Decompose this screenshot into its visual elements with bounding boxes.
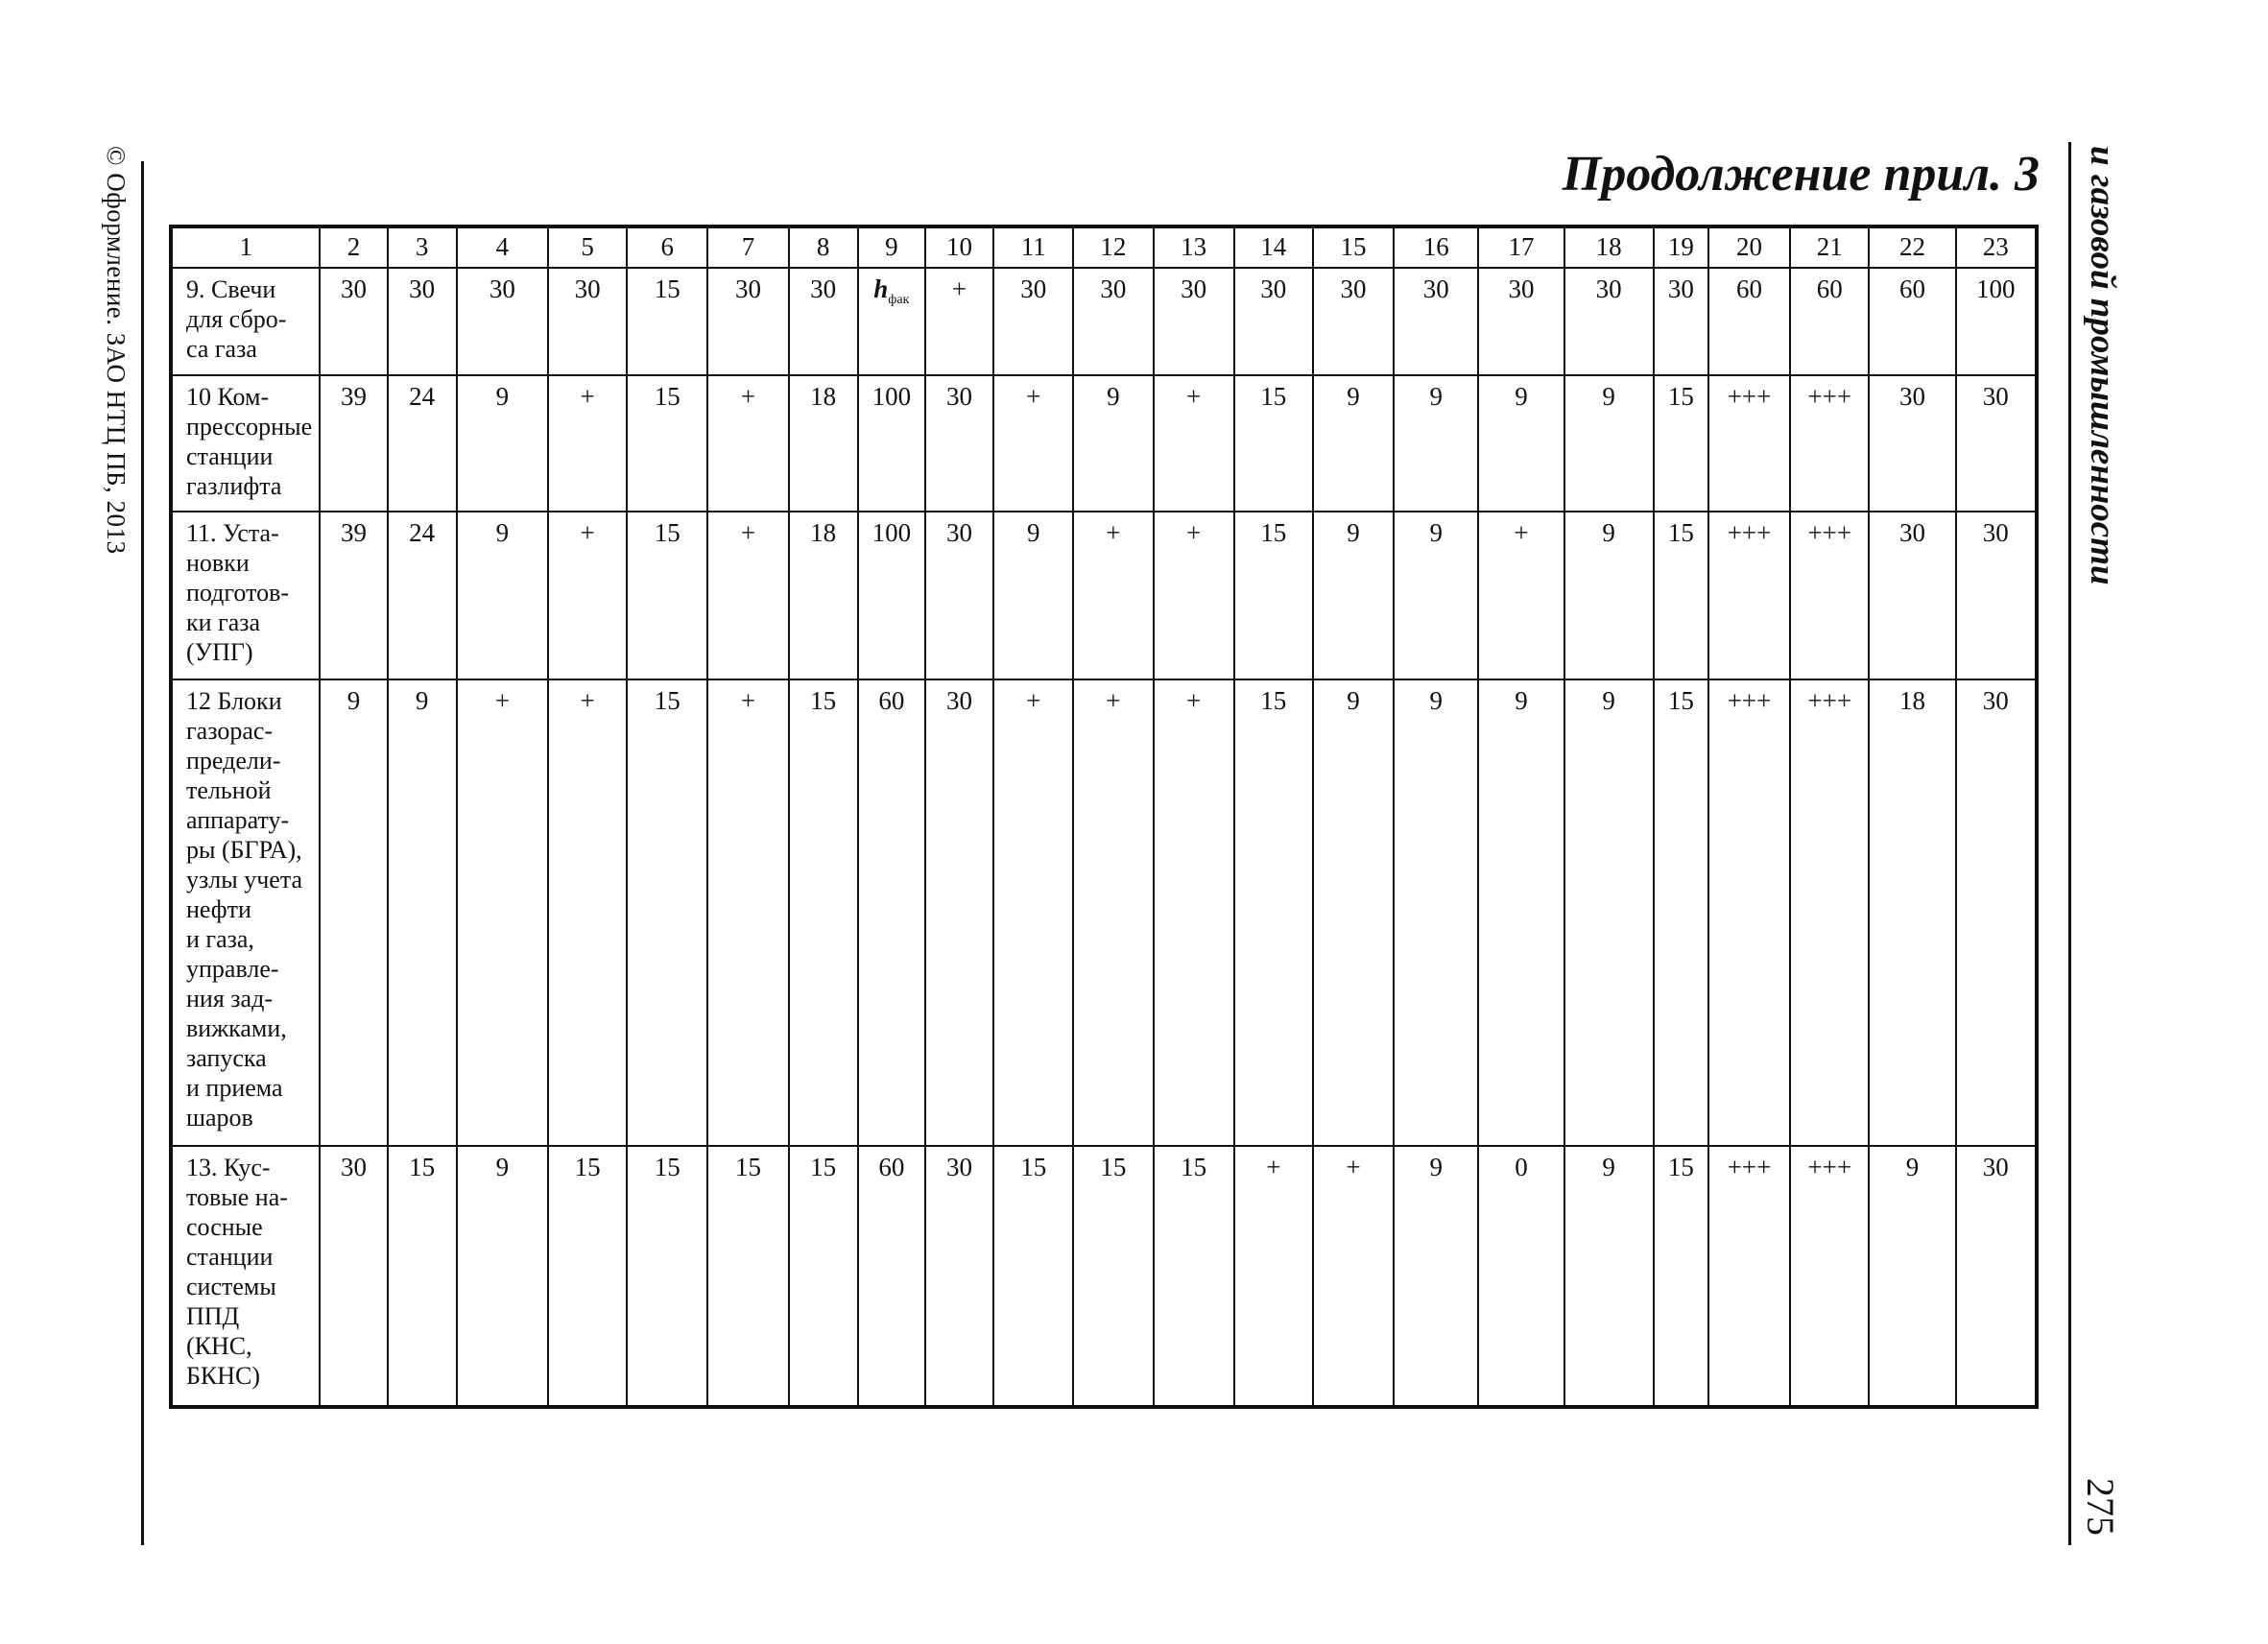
table-cell: 9 [1394, 1146, 1478, 1407]
table-cell: + [1154, 679, 1234, 1146]
table-cell: 15 [993, 1146, 1073, 1407]
table-cell: 9 [1313, 679, 1394, 1146]
page-number: 275 [2079, 1478, 2122, 1536]
table-cell: 30 [548, 268, 627, 375]
column-header-4: 4 [457, 226, 548, 268]
table-cell: + [1073, 512, 1153, 679]
table-cell: 9 [320, 679, 387, 1146]
column-header-3: 3 [388, 226, 457, 268]
row-label-line: газлифта [186, 472, 282, 501]
row-label-line: ния зад- [186, 984, 273, 1013]
table-cell: 15 [1154, 1146, 1234, 1407]
row-label-line: са газа [186, 335, 257, 364]
row-label-line: и приема [186, 1073, 283, 1102]
table-cell: + [548, 679, 627, 1146]
row-label-line: ры (БГРА), [186, 835, 302, 864]
table-cell: 15 [1654, 512, 1708, 679]
table-cell: + [707, 375, 788, 512]
row-label-line: системы [186, 1272, 276, 1300]
table-cell: 15 [1654, 679, 1708, 1146]
table-cell: +++ [1790, 375, 1869, 512]
table-cell: + [1073, 679, 1153, 1146]
column-header-11: 11 [993, 226, 1073, 268]
height-subscript: фак [888, 293, 910, 308]
table-row [171, 375, 2037, 512]
table-cell: 15 [1654, 1146, 1708, 1407]
table-cell: 30 [1869, 375, 1955, 512]
table-row [171, 512, 2037, 679]
table-cell: 9 [457, 1146, 548, 1407]
table-cell: 30 [1564, 268, 1654, 375]
table-cell: 15 [627, 512, 707, 679]
table-cell: 30 [1073, 268, 1153, 375]
table-cell: 9 [388, 679, 457, 1146]
table-cell: +++ [1708, 512, 1790, 679]
row-label-line: для сбро- [186, 305, 287, 334]
row-label-line: (КНС, [186, 1331, 252, 1360]
table-cell: 15 [627, 679, 707, 1146]
table-cell: 9 [1564, 375, 1654, 512]
table-cell: 30 [925, 512, 993, 679]
table-cell: 30 [993, 268, 1073, 375]
table-cell: 30 [457, 268, 548, 375]
row-label-line: станции [186, 1242, 274, 1271]
table-cell: + [993, 679, 1073, 1146]
table-cell: 9 [457, 375, 548, 512]
distance-table [169, 225, 2039, 1409]
table-cell: 0 [1478, 1146, 1564, 1407]
row-label-line: ки газа [186, 608, 261, 637]
table-cell: + [925, 268, 993, 375]
table-cell: +++ [1790, 512, 1869, 679]
table-cell [858, 268, 925, 375]
column-header-10: 10 [925, 226, 993, 268]
row-label [171, 679, 320, 1146]
row-label-line: аппарату- [186, 805, 290, 834]
height-symbol: h [873, 274, 889, 304]
table-cell: 30 [1313, 268, 1394, 375]
table-cell: 9 [1478, 679, 1564, 1146]
table-cell: 30 [1394, 268, 1478, 375]
column-header-19: 19 [1654, 226, 1708, 268]
table-cell: 9 [1478, 375, 1564, 512]
table-cell: 15 [388, 1146, 457, 1407]
table-cell: +++ [1708, 679, 1790, 1146]
table-cell: 15 [789, 679, 858, 1146]
row-label [171, 512, 320, 679]
column-header-18: 18 [1564, 226, 1654, 268]
table-cell: 60 [1869, 268, 1955, 375]
table-cell: 9 [1564, 512, 1654, 679]
table-cell: 30 [925, 375, 993, 512]
table-cell: 30 [1956, 1146, 2037, 1407]
table-cell: 15 [707, 1146, 788, 1407]
row-label-line: газорас- [186, 716, 274, 745]
table-cell: 9 [1564, 1146, 1654, 1407]
column-header-7: 7 [707, 226, 788, 268]
table-cell: + [1313, 1146, 1394, 1407]
table-cell: + [1154, 512, 1234, 679]
column-header-21: 21 [1790, 226, 1869, 268]
column-header-23: 23 [1956, 226, 2037, 268]
table-cell: 15 [1073, 1146, 1153, 1407]
table-cell: + [457, 679, 548, 1146]
column-header-9: 9 [858, 226, 925, 268]
row-label-line: сосные [186, 1212, 263, 1241]
row-label-line: станции [186, 442, 274, 471]
left-margin-rule [141, 161, 144, 1545]
row-label-line: товые на- [186, 1182, 288, 1211]
table-row [171, 1146, 2037, 1407]
table-cell: 30 [320, 1146, 387, 1407]
table-cell: + [548, 512, 627, 679]
row-label-line: подготов- [186, 579, 290, 608]
row-label-line: узлы учета [186, 865, 303, 893]
table-cell: 15 [789, 1146, 858, 1407]
column-header-16: 16 [1394, 226, 1478, 268]
table-cell: 9 [1564, 679, 1654, 1146]
table-cell: 9 [1869, 1146, 1955, 1407]
row-label-line: запуска [186, 1043, 267, 1072]
column-header-22: 22 [1869, 226, 1955, 268]
table-cell: 39 [320, 512, 387, 679]
table-cell: +++ [1708, 375, 1790, 512]
table-cell: 9 [1394, 375, 1478, 512]
row-label-line: 11. Уста- [186, 519, 279, 548]
table-cell: 15 [627, 268, 707, 375]
row-label-line: нефти [186, 894, 251, 923]
table-cell: 30 [925, 1146, 993, 1407]
row-label-line: управле- [186, 954, 279, 983]
table-cell: 60 [1708, 268, 1790, 375]
row-label [171, 268, 320, 375]
column-header-15: 15 [1313, 226, 1394, 268]
table-cell: 30 [388, 268, 457, 375]
table-cell: 30 [707, 268, 788, 375]
table-cell: 9 [993, 512, 1073, 679]
row-label-line: прессорные [186, 413, 313, 441]
row-label-line: БКНС) [186, 1361, 261, 1390]
table-cell: 18 [789, 512, 858, 679]
column-header-6: 6 [627, 226, 707, 268]
table-cell: + [1478, 512, 1564, 679]
table-cell: + [707, 679, 788, 1146]
column-header-1: 1 [171, 226, 320, 268]
row-label-line: ППД [186, 1301, 240, 1330]
table-cell: 24 [388, 375, 457, 512]
page-title: Продолжение прил. 3 [1562, 147, 2040, 202]
table-cell: 100 [858, 375, 925, 512]
table-cell: 30 [320, 268, 387, 375]
row-label-line: (УПГ) [186, 638, 253, 667]
table-cell: 15 [1234, 375, 1313, 512]
column-header-13: 13 [1154, 226, 1234, 268]
table-cell: 100 [858, 512, 925, 679]
row-label [171, 1146, 320, 1407]
column-header-8: 8 [789, 226, 858, 268]
table-cell: 18 [789, 375, 858, 512]
row-label-line: 13. Кус- [186, 1153, 271, 1181]
column-header-5: 5 [548, 226, 627, 268]
table-cell: 30 [925, 679, 993, 1146]
table-cell: + [993, 375, 1073, 512]
table-cell: +++ [1790, 1146, 1869, 1407]
table-cell: + [707, 512, 788, 679]
table-cell: 9 [1394, 512, 1478, 679]
table-cell: 30 [1956, 375, 2037, 512]
table-cell: 30 [1956, 679, 2037, 1146]
row-label-line: вижками, [186, 1013, 287, 1042]
table-cell: 15 [627, 1146, 707, 1407]
row-label-line: 12 Блоки [186, 686, 282, 715]
table-cell: 9 [1073, 375, 1153, 512]
table-row [171, 268, 2037, 375]
table-cell: + [1154, 375, 1234, 512]
table-cell: 30 [1956, 512, 2037, 679]
copyright-sidebar: © Оформление. ЗАО НТЦ ПБ, 2013 [102, 146, 131, 555]
header-row [171, 226, 2037, 268]
table-cell: 30 [1869, 512, 1955, 679]
table-cell: 39 [320, 375, 387, 512]
row-label-line: новки [186, 549, 250, 578]
table-cell: +++ [1708, 1146, 1790, 1407]
table-cell: 15 [548, 1146, 627, 1407]
table-cell: 24 [388, 512, 457, 679]
table-cell: 60 [1790, 268, 1869, 375]
table-cell: 15 [1234, 679, 1313, 1146]
row-label-line: и газа, [186, 924, 254, 953]
table-cell: 9 [1394, 679, 1478, 1146]
column-header-17: 17 [1478, 226, 1564, 268]
table-cell: + [548, 375, 627, 512]
column-header-14: 14 [1234, 226, 1313, 268]
table-cell: 30 [789, 268, 858, 375]
table-cell: 15 [1654, 375, 1708, 512]
table-cell: 30 [1234, 268, 1313, 375]
row-label-line: шаров [186, 1103, 253, 1132]
table-cell: 30 [1154, 268, 1234, 375]
right-margin-rule [2068, 142, 2071, 1545]
table-cell: 9 [1313, 512, 1394, 679]
row-label-line: 10 Ком- [186, 383, 270, 412]
table-cell: 60 [858, 679, 925, 1146]
row-label [171, 375, 320, 512]
table-cell: 60 [858, 1146, 925, 1407]
table-cell: 9 [457, 512, 548, 679]
column-header-2: 2 [320, 226, 387, 268]
row-label-line: предели- [186, 746, 281, 774]
table-cell: 30 [1654, 268, 1708, 375]
column-header-20: 20 [1708, 226, 1790, 268]
column-header-12: 12 [1073, 226, 1153, 268]
row-label-line: 9. Свечи [186, 275, 276, 304]
chapter-sidebar: и газовой промышленности [2083, 146, 2122, 585]
table-cell: 15 [627, 375, 707, 512]
row-label-line: тельной [186, 775, 272, 804]
table-cell: +++ [1790, 679, 1869, 1146]
table-cell: 100 [1956, 268, 2037, 375]
table-cell: 9 [1313, 375, 1394, 512]
table-cell: 15 [1234, 512, 1313, 679]
table-cell: 18 [1869, 679, 1955, 1146]
table-cell: 30 [1478, 268, 1564, 375]
table-row [171, 679, 2037, 1146]
table-cell: + [1234, 1146, 1313, 1407]
